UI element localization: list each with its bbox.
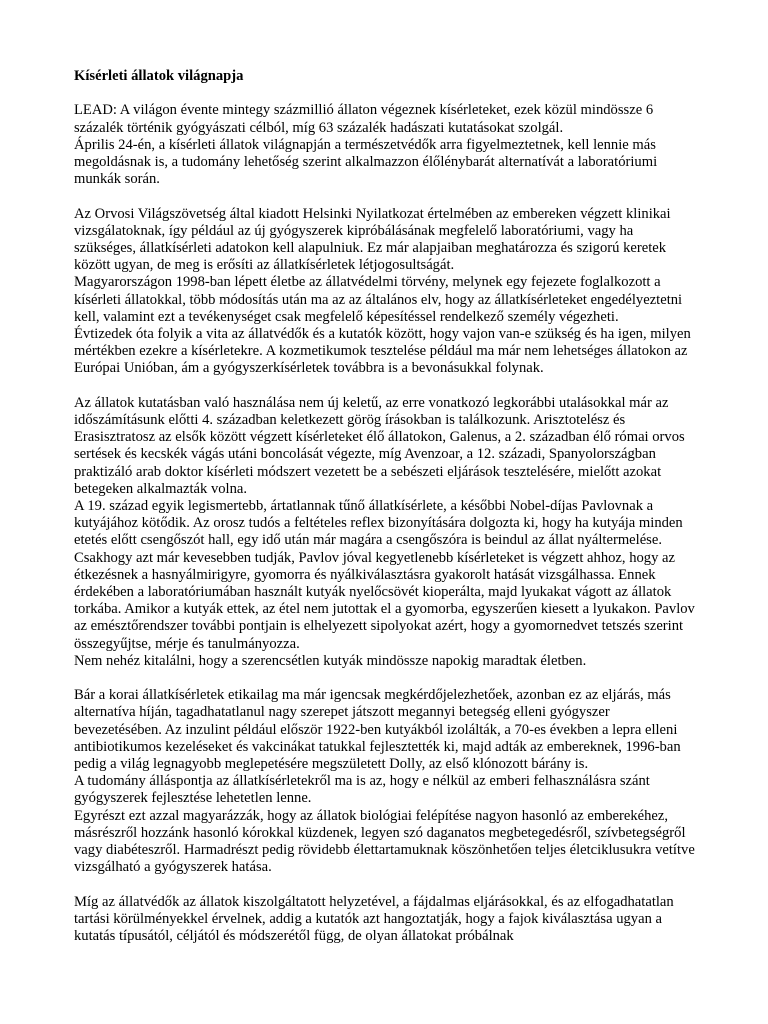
medical-progress-paragraph: Bár a korai állatkísérletek etikailag ma már igencsak megkérdőjelezhetőek, azonban ez az eljárás, más alternatíva híján, tagadhatatlanul nagy szerepet játszott megannyi betegség elleni gyógyszer bevezetésében. Az inzulint például először 1922-ben kutyákból izolálták, a 70-es években a lepra elleni antibiotikumos kezeléseket és vakcinákat tatukkal fejlesztették ki, majd adták az embereknek, 1996-ban pedig a világ legnagyobb meglepetésére megszületett Dolly, az első klónozott bárány is. <box>74 687 681 773</box>
pavlov-conclusion-paragraph: Nem nehéz kitalálni, hogy a szerencsétlen kutyák mindössze napokig maradtak életben. <box>74 652 587 669</box>
document-title: Kísérleti állatok világnapja <box>74 68 244 84</box>
hungary-law-paragraph: Magyarországon 1998-ban lépett életbe az állatvédelmi törvény, melynek egy fejezete foglalkozott a kísérleti állatokkal, több módosítás után ma az az általános elv, hogy az állatkísérleteket engedélyeztetni kell, valamint ezt a tevékenységet csak megfelelő képesítéssel rendelkező személy végezheti. <box>74 274 683 325</box>
lead-block <box>74 102 696 188</box>
helsinki-paragraph: Az Orvosi Világszövetség által kiadott Helsinki Nyilatkozat értelmében az embereken végzett klinikai vizsgálatoknak, így például az új gyógyszerek kipróbálásának megfelelő laboratóriumi, vagy ha szükséges, állatkísérleti adatokon kell alapulniuk. Ez már alapjaiban meghatározza és szigorú keretek között ugyan, de meg is erősíti az állatkísérletek létjogosultságát. <box>74 205 671 274</box>
pavlov-paragraph: A 19. század egyik legismertebb, ártatlannak tűnő állatkísérlete, a későbbi Nobel-díjas Pavlovnak a kutyájához kötődik. Az orosz tudós a feltételes reflex bizonyítására dolgozta ki, hogy ha kutyája minden etetés előtt csengőszót hall, egy idő után már magára a csengőszóra is beindul az állat nyáltermelése. Csakhogy azt már kevesebben tudják, Pavlov jóval kegyetlenebb kísérleteket is végzett ahhoz, hogy az étkezésnek a hasnyálmirigyre, gyomorra és nyálkiválasztásra gyakorolt hatását vizsgálhassa. Ennek érdekében a laboratóriumában használt kutyák nyelőcsövét kioperálta, majd lyukakat vágott az állatok torkába. Amikor a kutyák ettek, az étel nem jutottak el a gyomorba, egyszerűen kiesett a lyukakon. Pavlov az emésztőrendszer további pontjain is elhelyezett sipolyokat azért, hogy a gyomornedvet tetszés szerint összegyűjtse, mérje és tanulmányozza. <box>74 498 695 652</box>
history-block <box>74 395 696 670</box>
arguments-block <box>74 894 696 946</box>
ancient-history-paragraph: Az állatok kutatásban való használása nem új keletű, az erre vonatkozó legkorábbi utalásokkal már az időszámításunk előtti 4. században keletkezett görög írásokban is találkozunk. Arisztotelész és Erasisztratosz az elsők között végzett kísérleteket élő állatokon, Galenus, a 2. században élő római orvos sertések és kecskék vágás utáni boncolását végezte, míg Avenzoar, a 12. századi, Spanyolországban praktizáló arab doktor kísérleti módszert vezetett be a sebészeti eljárások tesztelésére, mielőtt azokat betegeken alkalmazták volna. <box>74 394 685 497</box>
medical-progress-block <box>74 687 696 876</box>
science-position-paragraph: A tudomány álláspontja az állatkísérletekről ma is az, hogy e nélkül az emberi felhasználásra szánt gyógyszerek fejlesztése lehetetlen lenne. <box>74 773 650 807</box>
document-page <box>74 68 696 962</box>
reasons-paragraph: Egyrészt ezt azzal magyarázzák, hogy az állatok biológiai felépítése nagyon hasonló az emberekéhez, másrészről hozzánk hasonló kórokkal küzdenek, legyen szó daganatos megbetegedésről, szívbetegségről vagy diabéteszről. Harmadrészt pedig rövidebb élettartamuknak köszönhetően teljes életciklusukra vetítve vizsgálható a gyógyszerek hatása. <box>74 807 695 876</box>
lead-paragraph: LEAD: A világon évente mintegy százmillió állaton végeznek kísérleteket, ezek közül mindössze 6 százalék történik gyógyászati célból, míg 63 százalék hadászati kutatásokat szolgál. <box>74 102 654 136</box>
world-day-paragraph: Április 24-én, a kísérleti állatok világnapján a természetvédők arra figyelmeztetnek, kell lennie más megoldásnak is, a tudomány lehetőség szerint alkalmazzon élőlénybarát alternatívát a laboratóriumi munkák során. <box>74 136 658 188</box>
debate-paragraph: Évtizedek óta folyik a vita az állatvédők és a kutatók között, hogy vajon van-e szükség és ha igen, milyen mértékben ezekre a kísérletekre. A kozmetikumok tesztelése például ma már nem lehetséges állatokon az Európai Unióban, ám a gyógyszerkísérletek továbbra is a bevonásukkal folynak. <box>74 326 691 377</box>
regulation-block <box>74 206 696 378</box>
arguments-paragraph: Míg az állatvédők az állatok kiszolgáltatott helyzetével, a fájdalmas eljárásokkal, és az elfogadhatatlan tartási körülményekkel érvelnek, addig a kutatók azt hangoztatják, hogy a fajok kiválasztása ugyan a kutatás típusától, céljától és módszerétől függ, de olyan állatokat próbálnak <box>74 893 674 945</box>
